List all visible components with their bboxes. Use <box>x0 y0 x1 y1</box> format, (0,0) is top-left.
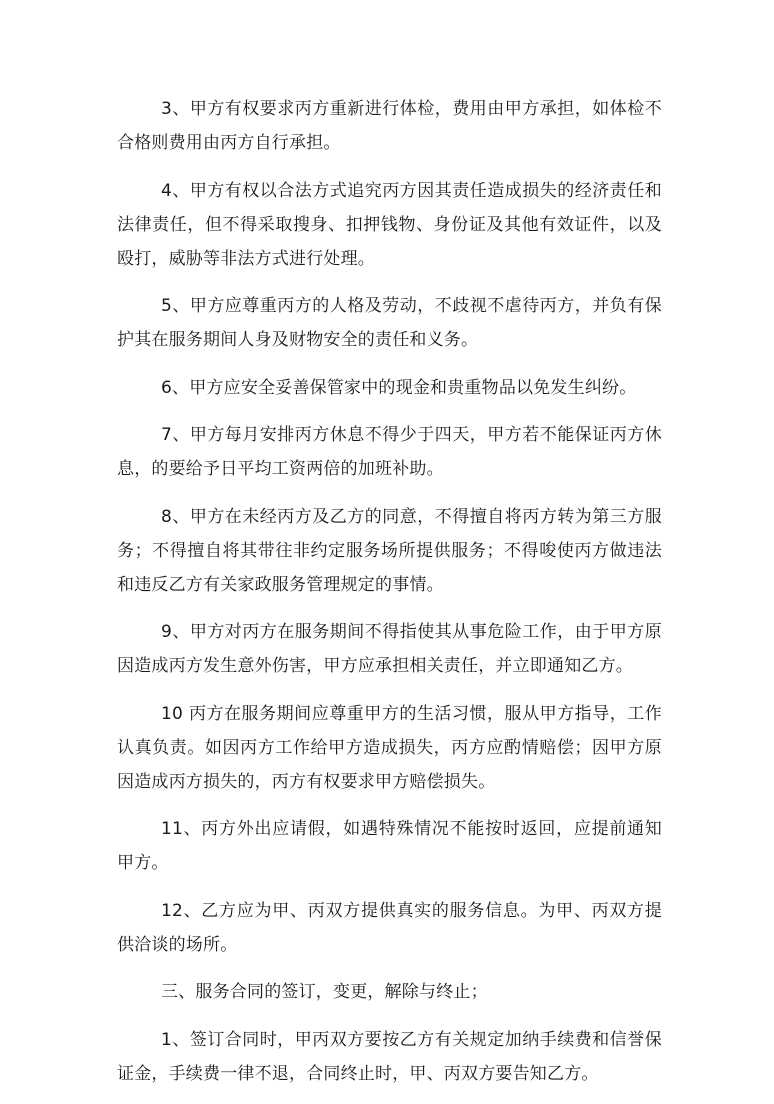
paragraph-clause-12: 12、乙方应为甲、丙双方提供真实的服务信息。为甲、丙双方提供洽谈的场所。 <box>117 900 662 955</box>
paragraph-clause-11: 11、丙方外出应请假，如遇特殊情况不能按时返回，应提前通知甲方。 <box>117 819 662 873</box>
paragraph-clause-3: 3、甲方有权要求丙方重新进行体检，费用由甲方承担，如体检不合格则费用由丙方自行承担。 <box>117 99 662 153</box>
paragraph-clause-7: 7、甲方每月安排丙方休息不得少于四天，甲方若不能保证丙方休息，的要给予日平均工资两倍的加班补助。 <box>117 425 662 479</box>
section-heading-3: 三、服务合同的签订，变更，解除与终止； <box>161 982 488 1002</box>
paragraph-clause-10: 10 丙方在服务期间应尊重甲方的生活习惯，服从甲方指导，工作认真负责。如因丙方工作给甲方造成损失，丙方应酌情赔偿；因甲方原因造成丙方损失的，丙方有权要求甲方赔偿损失。 <box>117 703 662 792</box>
paragraph-clause-9: 9、甲方对丙方在服务期间不得指使其从事危险工作，由于甲方原因造成丙方发生意外伤害，甲方应承担相关责任，并立即通知乙方。 <box>117 622 662 676</box>
document-page <box>117 92 662 1104</box>
paragraph-clause-5: 5、甲方应尊重丙方的人格及劳动，不歧视不虐待丙方，并负有保护其在服务期间人身及财物安全的责任和义务。 <box>117 296 662 350</box>
paragraph-clause-8: 8、甲方在未经丙方及乙方的同意，不得擅自将丙方转为第三方服务；不得擅自将其带往非约定服务场所提供服务；不得唆使丙方做违法和违反乙方有关家政服务管理规定的事情。 <box>117 506 662 595</box>
paragraph-clause-4: 4、甲方有权以合法方式追究丙方因其责任造成损失的经济责任和法律责任，但不得采取搜身、扣押钱物、身份证及其他有效证件，以及殴打，威胁等非法方式进行处理。 <box>117 180 662 269</box>
paragraph-section3-clause-1: 1、签订合同时，甲丙双方要按乙方有关规定加纳手续费和信誉保证金，手续费一律不退，合同终止时，甲、丙双方要告知乙方。 <box>117 1029 662 1084</box>
paragraph-clause-6: 6、甲方应安全妥善保管家中的现金和贵重物品以免发生纠纷。 <box>161 377 637 398</box>
